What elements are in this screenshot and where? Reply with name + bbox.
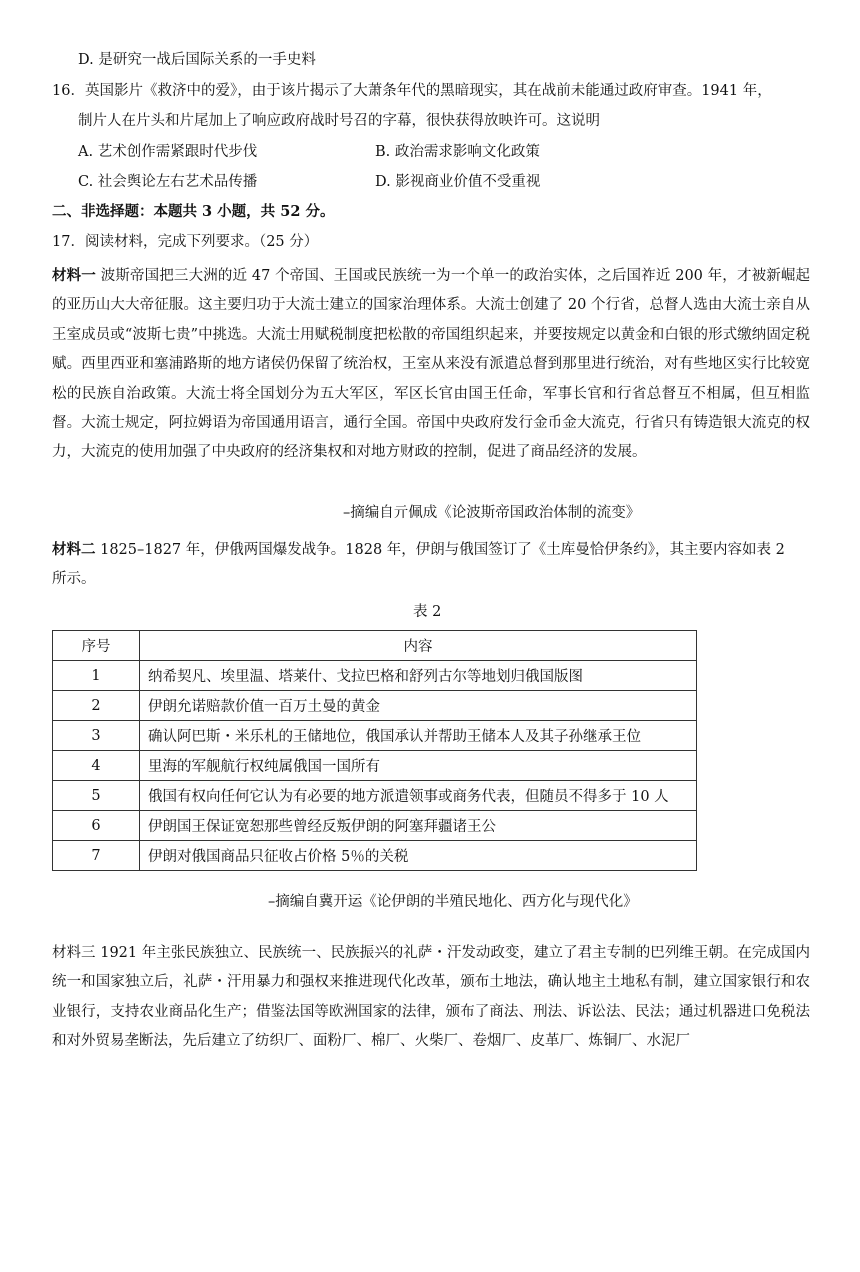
- q15-option-d: D. 是研究一战后国际关系的一手史料: [78, 52, 316, 68]
- table-row: [53, 691, 697, 721]
- material2-source: –摘编自冀开运《论伊朗的半殖民地化、西方化与现代化》: [268, 894, 638, 910]
- table-cell-number: 5: [53, 781, 140, 811]
- q16-option-a: A. 艺术创作需紧跟时代步伐: [78, 144, 258, 160]
- q16-stem-line2: 制片人在片头和片尾加上了响应政府战时号召的字幕，很快获得放映许可。这说明: [78, 113, 600, 129]
- table-cell-number: 7: [53, 841, 140, 871]
- table-cell-number: 1: [53, 661, 140, 691]
- table-caption: 表 2: [413, 604, 442, 620]
- material2-text-line2: 所示。: [52, 571, 96, 587]
- table-cell-content: 伊朗国王保证宽恕那些曾经反叛伊朗的阿塞拜疆诸王公: [140, 811, 697, 841]
- table-cell-content: 确认阿巴斯・米乐札的王储地位，俄国承认并帮助王储本人及其子孙继承王位: [140, 721, 697, 751]
- table-cell-content: 伊朗对俄国商品只征收占价格 5％的关税: [140, 841, 697, 871]
- table-row: [53, 781, 697, 811]
- table-header-row: [53, 631, 697, 661]
- table-cell-content: 俄国有权向任何它认为有必要的地方派遣领事或商务代表，但随员不得多于 10 人: [140, 781, 697, 811]
- q16-option-c: C. 社会舆论左右艺术品传播: [78, 174, 258, 190]
- material1-label: 材料一: [52, 267, 96, 284]
- table-row: [53, 661, 697, 691]
- material3-paragraph: [52, 939, 810, 1057]
- table-row: [53, 841, 697, 871]
- table-cell-number: 4: [53, 751, 140, 781]
- q16-stem-line1: 16．英国影片《救济中的爱》，由于该片揭示了大萧条年代的黑暗现实，其在战前未能通过政府审查。1941 年，: [52, 83, 772, 99]
- table-row: [53, 721, 697, 751]
- q16-option-d: D. 影视商业价值不受重视: [375, 174, 541, 190]
- table-header-cell: 内容: [140, 631, 697, 661]
- table-cell-content: 里海的军舰航行权纯属俄国一国所有: [140, 751, 697, 781]
- q17-stem: 17．阅读材料，完成下列要求。（25 分）: [52, 234, 319, 250]
- material2-label: 材料二: [52, 541, 96, 558]
- table-row: [53, 811, 697, 841]
- material2-text-line1: 1825–1827 年，伊俄两国爆发战争。1828 年，伊朗与俄国签订了《土库曼恰伊条约》，其主要内容如表 2: [100, 542, 785, 558]
- q16-option-b: B. 政治需求影响文化政策: [375, 144, 540, 160]
- material2-line1: [52, 540, 785, 560]
- table-row: [53, 751, 697, 781]
- material1-text: 波斯帝国把三大洲的近 47 个帝国、王国或民族统一为一个单一的政治实体，之后国祚近 200 年，才被新崛起的亚历山大大帝征服。这主要归功于大流士建立的国家治理体系。大流士创建了 20 个行省，总督人选由大流士亲自从王室成员或“波斯七贵”中挑选。大流士用赋税制度把松散的帝国组织起来，并要按规定以黄金和白银的形式缴纳固定税赋。西里西亚和塞浦路斯的地方诸侯仍保留了统治权，王室从来没有派遣总督到那里进行统治，对有些地区实行比较宽松的民族自治政策。大流士将全国划分为五大军区，军区长官由国王任命，军事长官和行省总督互不相属，但互相监督。大流士规定，阿拉姆语为帝国通用语言，通行全国。帝国中央政府发行金币金大流克，行省只有铸造银大流克的权力，大流克的使用加强了中央政府的经济集权和对地方财政的控制，促进了商品经济的发展。: [52, 268, 811, 461]
- table-cell-number: 6: [53, 811, 140, 841]
- table-header-cell: 序号: [53, 631, 140, 661]
- section-heading: 二、非选择题：本题共 3 小题，共 52 分。: [52, 203, 335, 220]
- table-cell-content: 纳希契凡、埃里温、塔莱什、戈拉巴格和舒列古尔等地划归俄国版图: [140, 661, 697, 691]
- table-cell-number: 2: [53, 691, 140, 721]
- table-cell-content: 伊朗允诺赔款价值一百万土曼的黄金: [140, 691, 697, 721]
- material1-paragraph: [52, 261, 810, 468]
- material1-source: –摘编自亓佩成《论波斯帝国政治体制的流变》: [343, 505, 641, 521]
- material3-text: 1921 年主张民族独立、民族统一、民族振兴的礼萨・汗发动政变，建立了君主专制的巴列维王朝。在完成国内统一和国家独立后，礼萨・汗用暴力和强权来推进现代化改革，颁布土地法，确认地主土地私有制，建立国家银行和农业银行，支持农业商品化生产；借鉴法国等欧洲国家的法律，颁布了商法、刑法、诉讼法、民法；通过机器进口免税法和对外贸易垄断法，先后建立了纺织厂、面粉厂、棉厂、火柴厂、卷烟厂、皮革厂、炼铜厂、水泥厂: [52, 945, 811, 1050]
- table-cell-number: 3: [53, 721, 140, 751]
- material3-label: 材料三: [52, 945, 96, 961]
- treaty-table: [52, 630, 697, 871]
